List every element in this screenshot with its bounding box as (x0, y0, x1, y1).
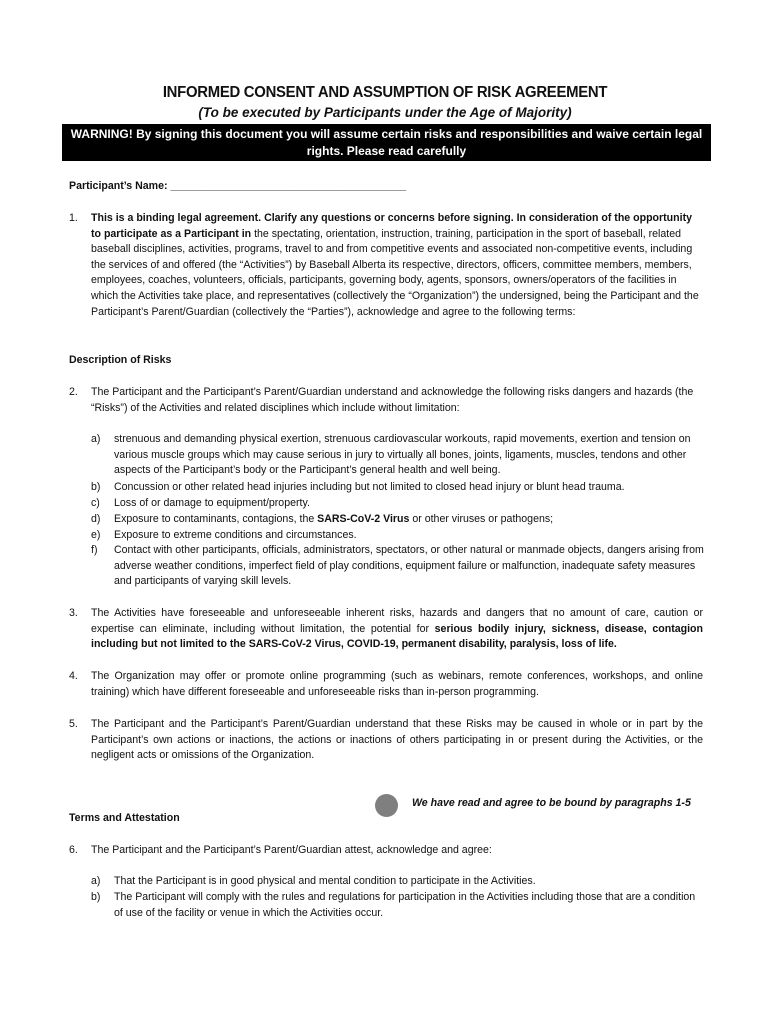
para2-number: 2. (69, 386, 78, 398)
para4-text: The Organization may offer or promote online programming (such as webinars, remote conferences, workshops, and online training) which have different foreseeable and unforeseeable risks than in-person programming. (91, 670, 703, 698)
para3-bold-text: serious bodily injury, sickness, disease, contagion including but not limited to the SARS-CoV-2 Virus, COVID-19, permanent disability, paralysis, loss of life. (91, 622, 703, 651)
warning-banner: WARNING! By signing this document you will assume certain risks and responsibilities and waive certain legal rights. Please read carefully (62, 124, 711, 161)
document-subtitle: (To be executed by Participants under the Age of Majority) (198, 105, 572, 120)
para3 (91, 606, 703, 653)
para4-number: 4. (69, 670, 78, 682)
term-a-text: That the Participant is in good physical and mental condition to participate in the Activities. (114, 875, 536, 887)
initial-checkbox[interactable] (375, 794, 398, 817)
risk-c-letter: c) (91, 497, 100, 509)
para5-number: 5. (69, 718, 78, 730)
risk-b-text: Concussion or other related head injuries including but not limited to closed head injury or blunt head trauma. (114, 481, 625, 493)
risk-a-text: strenuous and demanding physical exertion, strenuous cardiovascular workouts, rapid movements, exertion and tension on various muscle groups which may cause serious in jury to virtually all bones, joints, ligaments, muscles, tendons and other aspects of the Participant’s body or the Participant’s general health and well being. (114, 433, 691, 477)
risk-e-letter: e) (91, 529, 101, 541)
risk-a-letter: a) (91, 433, 101, 445)
para3-text: The Activities have foreseeable and unforeseeable inherent risks, hazards and dangers that no amount of care, caution or expertise can eliminate, including without limitation, the potential for (91, 607, 703, 635)
term-a-letter: a) (91, 875, 101, 887)
risk-f-letter: f) (91, 544, 98, 556)
risk-d-letter: d) (91, 513, 101, 525)
para1 (91, 211, 703, 320)
para2-text: The Participant and the Participant’s Parent/Guardian understand and acknowledge the following risks dangers and hazards (the “Risks”) of the Activities and related disciplines which include without limitation: (91, 386, 694, 414)
para6-number: 6. (69, 844, 78, 856)
risk-e-text: Exposure to extreme conditions and circumstances. (114, 529, 357, 541)
term-b-text: The Participant will comply with the rules and regulations for participation in the Activities including those that are a condition of use of the facility or venue in which the Activities occur. (114, 891, 696, 919)
participant-name-line (69, 179, 709, 195)
risk-d-text-post: or other viruses or pathogens; (409, 513, 554, 525)
para1-number: 1. (69, 212, 78, 224)
heading-terms-and-attestation: Terms and Attestation (69, 812, 180, 824)
para1-text: the spectating, orientation, instruction, training, participation in the sport of baseball, related baseball disciplines, activities, programs, travel to and from competitive events and associated non-competitive events, including the services of and offered (the “Activities”) by Baseball Alberta its respective, directors, officers, committee members, members, employees, coaches, volunteers, officials, participants, governing body, agents, sponsors, owners/operators of the facilities in which the Activities take place, and representatives (collectively the “Organization”) the undersigned, being the Participant and the Participant’s Parent/Guardian (collectively the “Parties”), acknowledge and agree to the following terms: (91, 227, 699, 318)
para5-text: The Participant and the Participant’s Parent/Guardian understand that these Risks may be caused in whole or in part by the Participant’s own actions or inactions, the actions or inactions of others participating in or present during the Activities, or the negligent acts or omissions of the Organization. (91, 718, 703, 762)
risk-f-text: Contact with other participants, officials, administrators, spectators, or other natural or manmade objects, dangers arising from adverse weather conditions, imperfect field of play conditions, equipment failure or malfunction, inadequate safety measures and participants of varying skill levels. (114, 544, 704, 588)
risk-d-text-pre: Exposure to contaminants, contagions, the (114, 513, 318, 525)
participant-name-label: Participant’s Name: (69, 180, 168, 192)
para6-text: The Participant and the Participant’s Parent/Guardian attest, acknowledge and agree: (91, 844, 492, 856)
para3-number: 3. (69, 607, 78, 619)
risk-d-text (114, 512, 704, 528)
risk-c-text: Loss of or damage to equipment/property. (114, 497, 310, 509)
risk-b-letter: b) (91, 481, 101, 493)
agreement-statement: We have read and agree to be bound by paragraphs 1-5 (412, 797, 691, 809)
para1-bold-text: This is a binding legal agreement. Clarify any questions or concerns before signing. In consideration of the opportunity to participate as a Participant in (91, 212, 692, 240)
risk-d-text-bold: SARS-CoV-2 Virus (317, 513, 410, 525)
participant-name-blank[interactable]: ________________________________________ (170, 180, 407, 192)
heading-description-of-risks: Description of Risks (69, 354, 172, 366)
document-title: INFORMED CONSENT AND ASSUMPTION OF RISK AGREEMENT (162, 84, 608, 101)
term-b-letter: b) (91, 891, 101, 903)
